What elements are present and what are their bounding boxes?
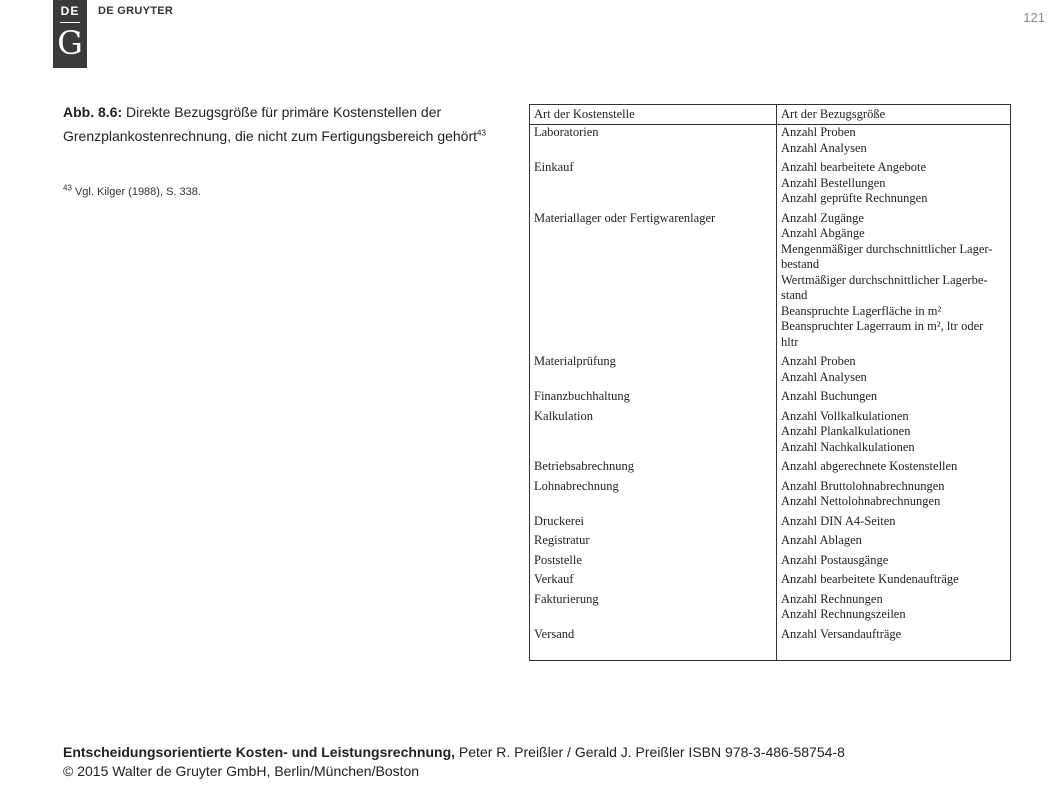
cell-bezugsgroesse-wrap	[777, 592, 1011, 627]
page-footer	[63, 743, 845, 781]
cell-bezugsgroesse: Anzahl Proben Anzahl Analysen	[781, 354, 867, 384]
header-bezugsgroesse: Art der Bezugsgröße	[777, 105, 1011, 125]
table-row	[530, 459, 1011, 479]
cell-kostenstelle: Poststelle	[530, 553, 777, 573]
cell-bezugsgroesse-wrap	[777, 514, 1011, 534]
table-row	[530, 125, 1011, 161]
cell-kostenstelle: Materiallager oder Fertigwarenlager	[530, 211, 777, 355]
table-row	[530, 514, 1011, 534]
caption-label: Abb. 8.6:	[63, 104, 123, 120]
cell-bezugsgroesse-wrap	[777, 354, 1011, 389]
cell-bezugsgroesse-wrap	[777, 553, 1011, 573]
footer-copyright: © 2015 Walter de Gruyter GmbH, Berlin/München/Boston	[63, 763, 420, 779]
cell-bezugsgroesse-wrap	[777, 125, 1011, 161]
cell-kostenstelle: Betriebsabrechnung	[530, 459, 777, 479]
cell-bezugsgroesse-wrap	[777, 627, 1011, 647]
cell-bezugsgroesse: Anzahl Versandaufträge	[781, 626, 902, 641]
table-row	[530, 533, 1011, 553]
cell-kostenstelle: Kalkulation	[530, 409, 777, 460]
cell-bezugsgroesse-wrap	[777, 572, 1011, 592]
table-row	[530, 409, 1011, 460]
table-row	[530, 572, 1011, 592]
cell-bezugsgroesse: Anzahl Zugänge Anzahl Abgänge Mengenmäßiger durchschnittlicher Lager- bestand Wertmäßiger durchschnittlicher Lagerbe- stand Beanspruchte Lagerfläche in m² Beanspruchter Lagerraum in m², ltr oder hltr	[781, 210, 993, 349]
cell-bezugsgroesse: Anzahl abgerechnete Kostenstellen	[781, 459, 958, 473]
cell-bezugsgroesse-wrap	[777, 160, 1011, 211]
cell-kostenstelle: Fakturierung	[530, 592, 777, 627]
cell-kostenstelle: Versand	[530, 627, 777, 647]
cell-bezugsgroesse-wrap	[777, 479, 1011, 514]
table-row	[530, 592, 1011, 627]
cell-bezugsgroesse: Anzahl Buchungen	[781, 389, 878, 403]
cell-bezugsgroesse: Anzahl bearbeitete Kundenaufträge	[781, 572, 959, 586]
figure-caption	[63, 100, 503, 148]
cell-bezugsgroesse-wrap	[777, 459, 1011, 479]
table-row	[530, 479, 1011, 514]
table-row	[530, 389, 1011, 409]
cell-bezugsgroesse: Anzahl Proben Anzahl Analysen	[781, 125, 867, 155]
table-row	[530, 160, 1011, 211]
table-body	[530, 125, 1011, 661]
cell-kostenstelle: Einkauf	[530, 160, 777, 211]
footnote	[63, 183, 201, 198]
table-row	[530, 211, 1011, 355]
cell-bezugsgroesse-wrap	[777, 409, 1011, 460]
table-filler-row	[530, 646, 1011, 661]
table-row	[530, 553, 1011, 573]
cell-bezugsgroesse: Anzahl Bruttolohnabrechnungen Anzahl Nettolohnabrechnungen	[781, 478, 945, 508]
logo-de-text: DE	[60, 4, 80, 18]
footer-citation	[63, 743, 845, 762]
logo-divider	[60, 22, 80, 23]
header-kostenstelle: Art der Kostenstelle	[530, 105, 777, 125]
footer-book-title: Entscheidungsorientierte Kosten- und Leistungsrechnung,	[63, 744, 456, 760]
table-header-row	[530, 105, 1011, 125]
footnote-number: 43	[63, 183, 72, 193]
publisher-name: DE GRUYTER	[98, 5, 174, 17]
cell-kostenstelle: Materialprüfung	[530, 354, 777, 389]
filler-cell	[530, 646, 777, 661]
cell-bezugsgroesse: Anzahl Postausgänge	[781, 552, 889, 567]
cell-bezugsgroesse: Anzahl Ablagen	[781, 533, 862, 547]
de-gruyter-logo	[53, 0, 87, 68]
cell-bezugsgroesse: Anzahl Rechnungen Anzahl Rechnungszeilen	[781, 591, 906, 621]
page-number: 121	[1023, 10, 1045, 25]
cell-bezugsgroesse: Anzahl Vollkalkulationen Anzahl Plankalkulationen Anzahl Nachkalkulationen	[781, 408, 915, 454]
table-row	[530, 354, 1011, 389]
table-row	[530, 627, 1011, 647]
cell-kostenstelle: Registratur	[530, 533, 777, 553]
cell-bezugsgroesse: Anzahl bearbeitete Angebote Anzahl Bestellungen Anzahl geprüfte Rechnungen	[781, 160, 928, 205]
cell-kostenstelle: Finanzbuchhaltung	[530, 389, 777, 409]
filler-cell	[777, 646, 1011, 661]
cell-bezugsgroesse: Anzahl DIN A4-Seiten	[781, 513, 896, 528]
cell-kostenstelle: Druckerei	[530, 514, 777, 534]
cell-kostenstelle: Lohnabrechnung	[530, 479, 777, 514]
caption-footnote-ref: 43	[477, 128, 486, 138]
footer-authors-isbn: Peter R. Preißler / Gerald J. Preißler ISBN 978-3-486-58754-8	[458, 744, 845, 760]
cell-bezugsgroesse-wrap	[777, 211, 1011, 355]
caption-text: Direkte Bezugsgröße für primäre Kostenstellen der Grenzplankostenrechnung, die nicht zum Fertigungsbereich gehört	[63, 104, 478, 144]
cell-kostenstelle: Verkauf	[530, 572, 777, 592]
logo-g-text: G	[57, 24, 83, 62]
cell-bezugsgroesse-wrap	[777, 389, 1011, 409]
cell-kostenstelle: Laboratorien	[530, 125, 777, 161]
cell-bezugsgroesse-wrap	[777, 533, 1011, 553]
footnote-text: Vgl. Kilger (1988), S. 338.	[74, 186, 201, 198]
bezugsgroessen-table	[529, 104, 1011, 661]
